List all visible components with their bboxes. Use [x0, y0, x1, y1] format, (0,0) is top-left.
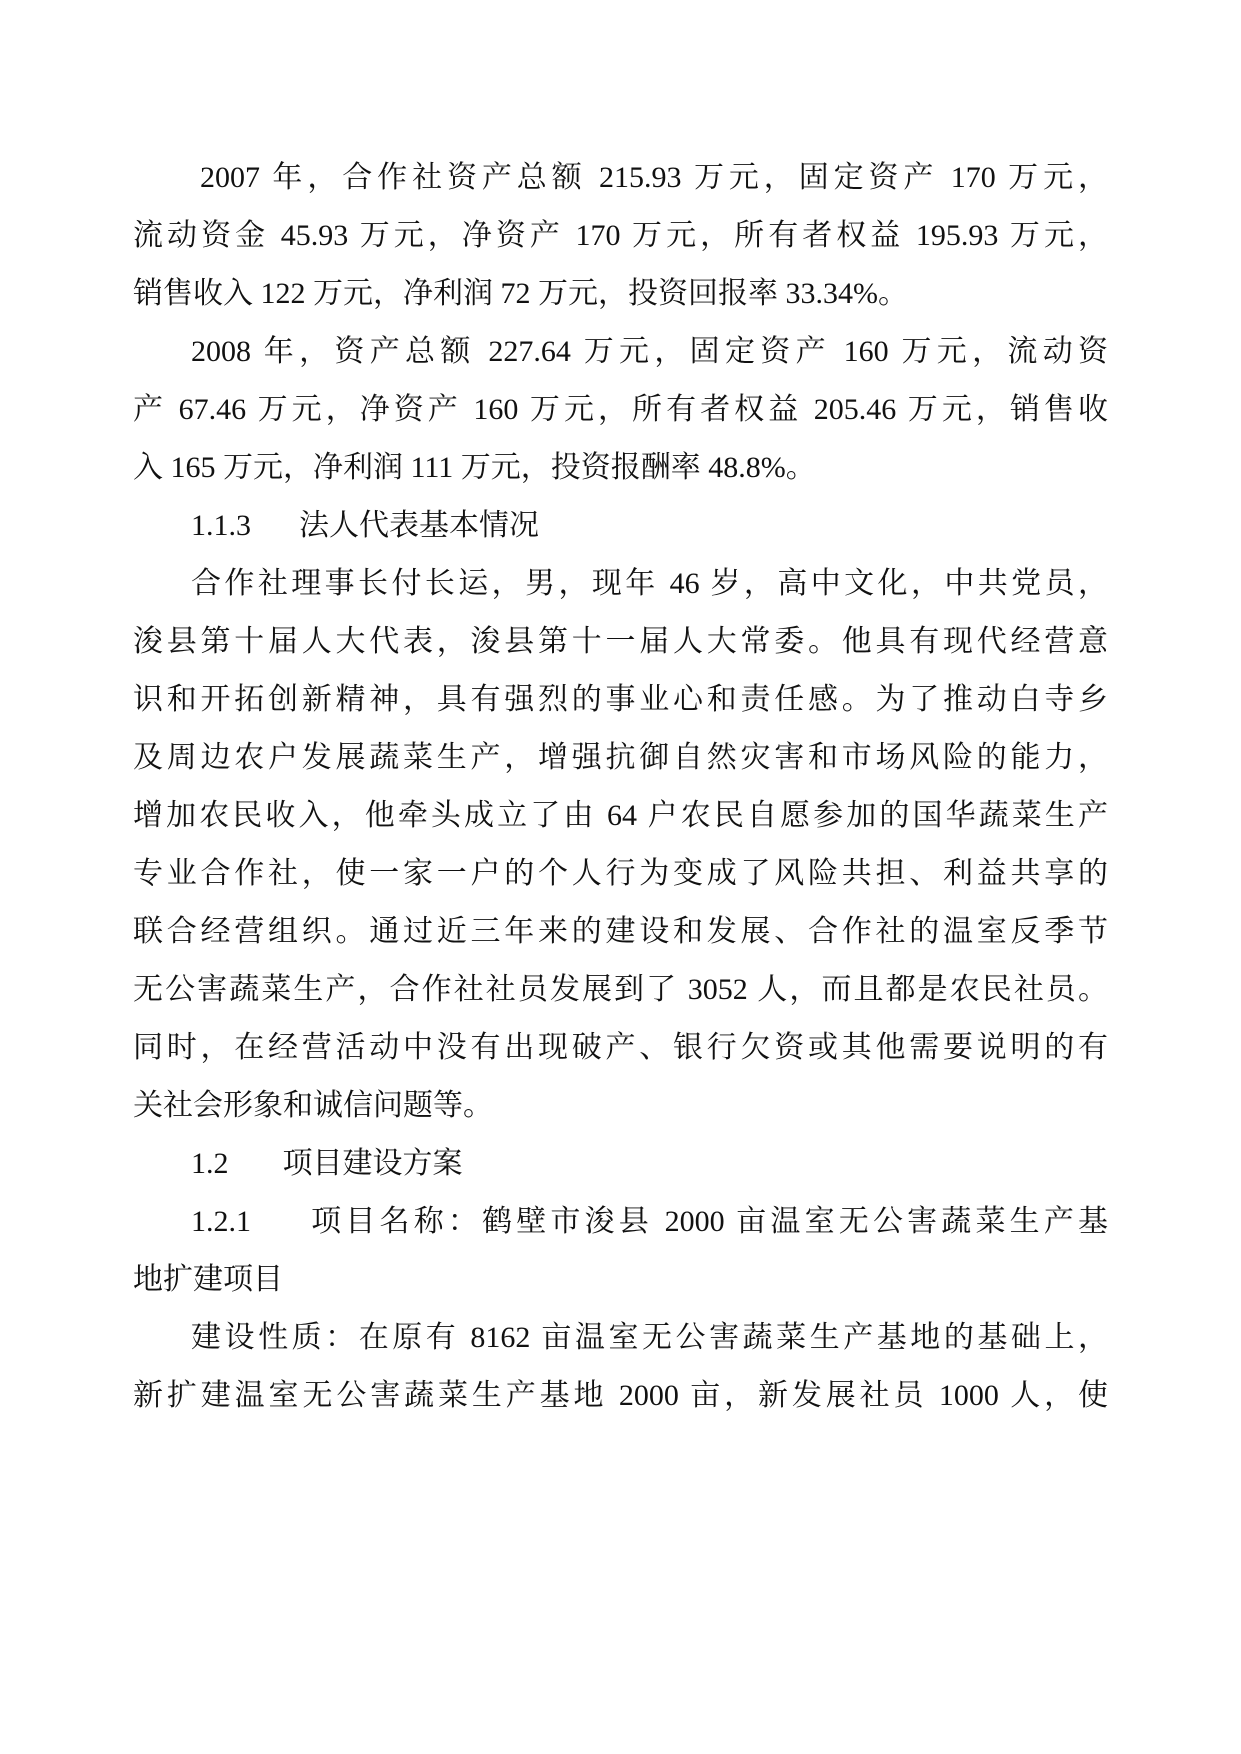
section-title: 项目名称：鹤壁市浚县 2000 亩温室无公害蔬菜生产基 — [307, 1205, 1108, 1238]
paragraph-line: 产 67.46 万元，净资产 160 万元，所有者权益 205.46 万元，销售收 — [133, 393, 1108, 426]
section-title: 项目建设方案 — [282, 1147, 463, 1180]
paragraph-line: 浚县第十届人大代表，浚县第十一届人大常委。他具有现代经营意 — [133, 625, 1108, 658]
paragraph-line: 地扩建项目 — [133, 1263, 283, 1296]
paragraph-line: 入 165 万元，净利润 111 万元，投资报酬率 48.8%。 — [133, 451, 816, 484]
paragraph-line: 同时，在经营活动中没有出现破产、银行欠资或其他需要说明的有 — [133, 1031, 1108, 1064]
paragraph-line: 无公害蔬菜生产，合作社社员发展到了 3052 人，而且都是农民社员。 — [133, 973, 1108, 1006]
paragraph-line: 销售收入 122 万元，净利润 72 万元，投资回报率 33.34%。 — [133, 277, 908, 310]
section-number: 1.2 — [191, 1147, 229, 1180]
paragraph-line: 建设性质：在原有 8162 亩温室无公害蔬菜生产基地的基础上， — [191, 1321, 1108, 1354]
document-page — [133, 149, 1108, 1425]
paragraph-line: 合作社理事长付长运，男，现年 46 岁，高中文化，中共党员， — [191, 567, 1108, 600]
section-title: 法人代表基本情况 — [299, 509, 539, 542]
paragraph-line: 及周边农户发展蔬菜生产，增强抗御自然灾害和市场风险的能力， — [133, 741, 1108, 774]
paragraph-line: 识和开拓创新精神，具有强烈的事业心和责任感。为了推动白寺乡 — [133, 683, 1108, 716]
paragraph-line: 新扩建温室无公害蔬菜生产基地 2000 亩，新发展社员 1000 人，使 — [133, 1379, 1108, 1412]
paragraph-line: 关社会形象和诚信问题等。 — [133, 1089, 493, 1122]
paragraph-construction-nature — [133, 1309, 1108, 1425]
section-heading-1-2 — [133, 1135, 1108, 1193]
paragraph-line: 联合经营组织。通过近三年来的建设和发展、合作社的温室反季节 — [133, 915, 1108, 948]
paragraph-2008-finances — [133, 323, 1108, 497]
paragraph-legal-representative — [133, 555, 1108, 1135]
section-heading-1-1-3 — [133, 497, 1108, 555]
section-number: 1.2.1 — [191, 1205, 251, 1238]
paragraph-line: 增加农民收入，他牵头成立了由 64 户农民自愿参加的国华蔬菜生产 — [133, 799, 1108, 832]
paragraph-line: 2007 年，合作社资产总额 215.93 万元，固定资产 170 万元， — [200, 161, 1108, 194]
paragraph-2007-finances — [133, 149, 1108, 323]
paragraph-line — [133, 1193, 1108, 1251]
paragraph-line: 2008 年，资产总额 227.64 万元，固定资产 160 万元，流动资 — [191, 335, 1108, 368]
paragraph-line: 流动资金 45.93 万元，净资产 170 万元，所有者权益 195.93 万元， — [133, 219, 1108, 252]
section-number: 1.1.3 — [191, 509, 251, 542]
paragraph-line: 专业合作社，使一家一户的个人行为变成了风险共担、利益共享的 — [133, 857, 1108, 890]
section-heading-1-2-1 — [133, 1193, 1108, 1309]
